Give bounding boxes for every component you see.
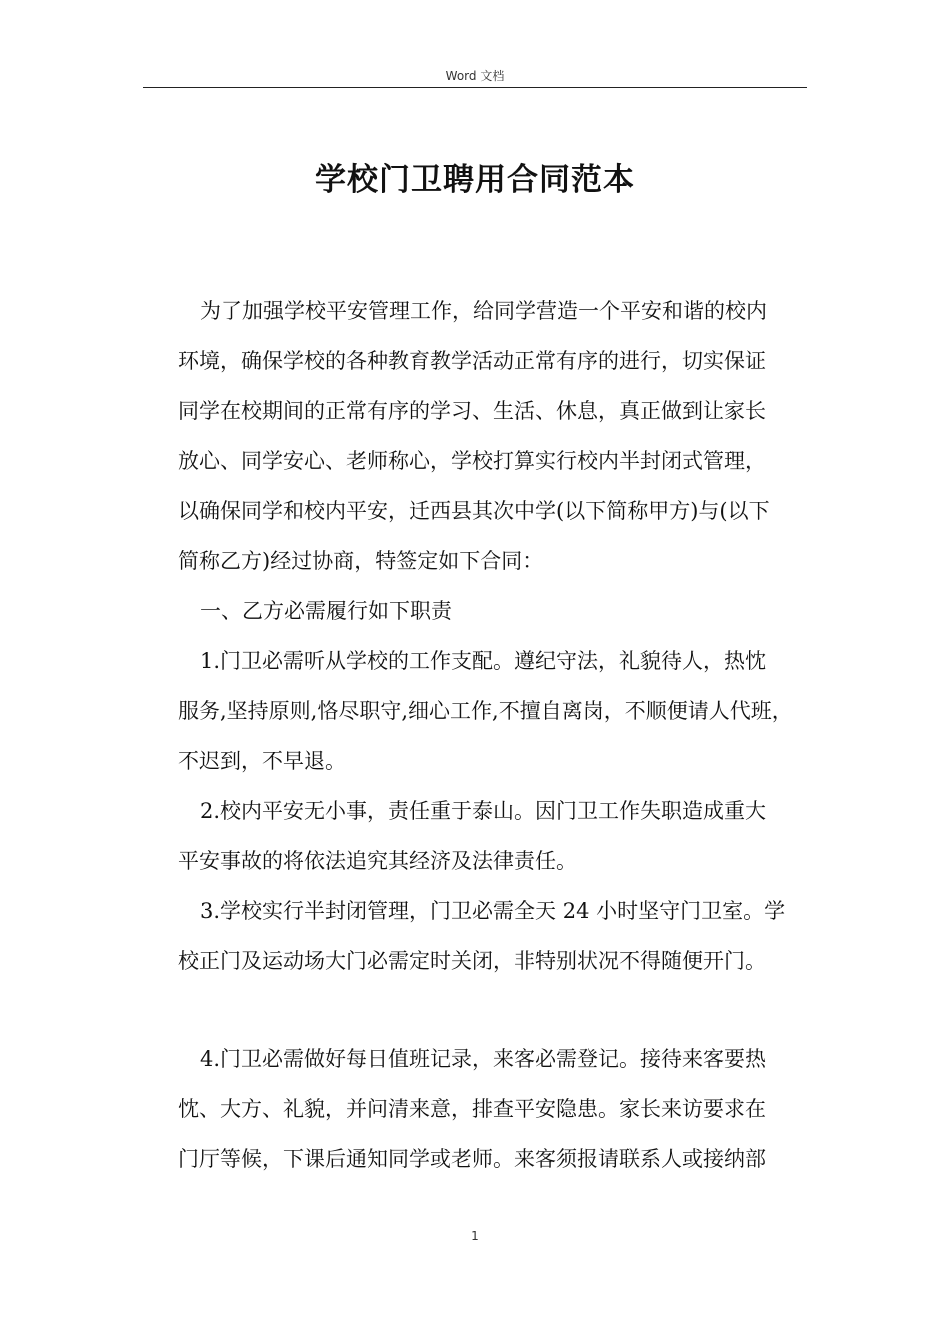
paragraph-line: 简称乙方)经过协商，特签定如下合同： [178, 549, 544, 573]
paragraph-line: 1.门卫必需听从学校的工作支配。遵纪守法，礼貌待人，热忱 [200, 649, 767, 673]
header-label: Word 文档 [445, 69, 505, 83]
paragraph-line: 以确保同学和校内平安，迁西县其次中学(以下简称甲方)与(以下 [178, 499, 770, 523]
paragraph-gap [178, 986, 808, 1034]
paragraph-line: 平安事故的将依法追究其经济及法律责任。 [178, 849, 577, 873]
section-heading: 一、乙方必需履行如下职责 [200, 599, 452, 623]
document-body [178, 286, 808, 1184]
header-rule [143, 87, 807, 88]
paragraph-line: 3.学校实行半封闭管理，门卫必需全天 24 小时坚守门卫室。学 [200, 899, 786, 923]
paragraph-line: 门厅等候，下课后通知同学或老师。来客须报请联系人或接纳部 [178, 1147, 766, 1171]
paragraph-line: 放心、同学安心、老师称心，学校打算实行校内半封闭式管理， [178, 449, 766, 473]
paragraph-line: 4.门卫必需做好每日值班记录，来客必需登记。接待来客要热 [200, 1047, 767, 1071]
paragraph-line: 不迟到，不早退。 [178, 749, 346, 773]
page-number: 1 [471, 1229, 479, 1243]
paragraph-line: 环境，确保学校的各种教育教学活动正常有序的进行，切实保证 [178, 349, 766, 373]
paragraph-line: 2.校内平安无小事，责任重于泰山。因门卫工作失职造成重大 [200, 799, 767, 823]
paragraph-line: 为了加强学校平安管理工作，给同学营造一个平安和谐的校内 [200, 299, 767, 323]
paragraph-line: 忱、大方、礼貌，并问清来意，排查平安隐患。家长来访要求在 [178, 1097, 766, 1121]
paragraph-line: 校正门及运动场大门必需定时关闭，非特别状况不得随便开门。 [178, 949, 766, 973]
paragraph-line: 服务,坚持原则,恪尽职守,细心工作,不擅自离岗，不顺便请人代班， [178, 699, 793, 723]
paragraph-line: 同学在校期间的正常有序的学习、生活、休息，真正做到让家长 [178, 399, 766, 423]
document-title: 学校门卫聘用合同范本 [315, 162, 635, 198]
